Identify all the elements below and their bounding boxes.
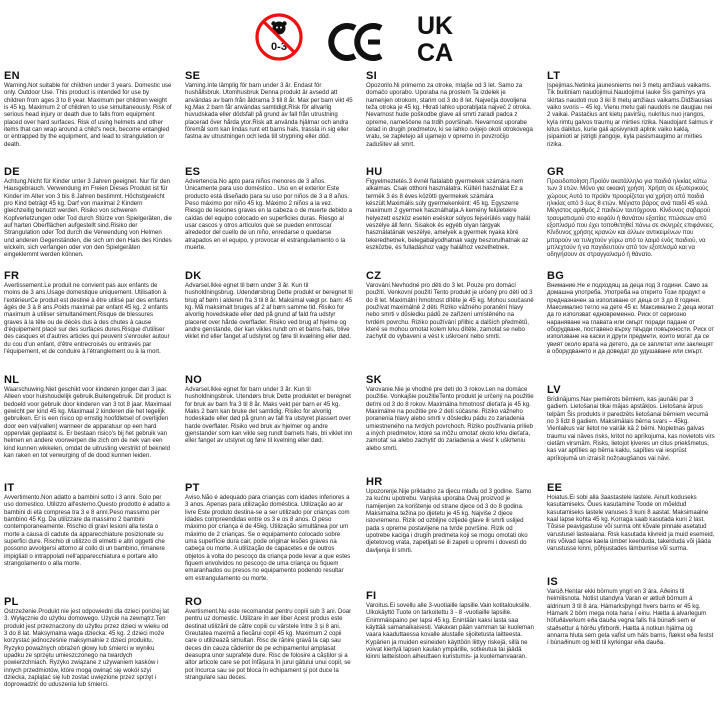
language-code: RO [185,596,203,608]
language-code: EE [547,482,563,494]
warning-text: Ostrzeżenie.Produkt nie jest odpowiedni dla dzieci poniżej lat 3. Wyłącznie do użytku domowego. Użycie na zewnątrz.Ten produkt jest przeznaczony do użytku przez dzieci w wieku od 3 do 8 lat. Maksymalna waga dziecka: 45 kg. 2 dzieci może korzystać jednocześnie maksymalnie z dzieci produktu. Ryzyko poważnych obrażeń głowy lub śmierci w wyniku upadku ze sprzętu umieszczonego na twardych powierzchniach. Ryzyko związane z używaniem kasków i innych przedmiotów, które mogą owinąć się wokół szyi dziecka, zaplątać się lub zostać uwięzione przez sprzęt i doprowadzić do uduszenia lub śmierci. [4,608,169,689]
warning-text: Advarsel.Ikke egnet for barn under 3 år. Kun til husholdningsbruk. Utendørs bruk Dette produktet er beregnet for bruk av barn fra 3 til 8 år. Maks vekt per barn er 45 kg. Maks 2 barn kan bruke det samtidig. Risiko for alvorlig hodeskade eller død på grunn av fall fra utstyret plassert over harde overflater. Risiko ved bruk av hjelmer og andre gjenstander som kan vikle seg rundt barnets hals, bli viklet inn eller fanget av utstyret og føre til kvelning eller død. [185,386,353,445]
warning-block [4,482,172,604]
language-column-4 [547,70,715,716]
language-code: CZ [366,270,382,282]
warning-text: Avertissement.Le produit ne convient pas aux enfants de moins de 3 ans.Usage domestique uniquement. Utilisation à l'extérieurCe produit est destiné à être utilisé par des enfants âgés de 3 à 8 ans.Poids maximal par enfant 45 kg. 2 enfants maximum à utiliser simultanément.Risque de blessures graves à la tête ou de décès dus à des chutes à cause d'équipement placé sur des surfaces dures.Risque d'utiliser des casques et d'autres articles qui peuvent s'enrouler autour du cou d'un enfant, d'être entrecroisés ou entravés par l'équipement, et de conduire à l'étranglement ou à la mort. [4,282,170,356]
language-code: NO [185,374,203,386]
warning-block [547,384,715,492]
warning-text: Varoitus.Ei sovellu alle 3-vuotiaille lapsille.Vain kotitalouksille. Ulkokäyttö Tuote on tarkoitettu 3 - 8 -vuotiaille lapsille. Enimmäispaino per lapsi 45 kg. Enintään kaksi lasta saa käyttää samanaikaisesti. Vakavan pään vamman tai kuoleman vaara kaaduttaessa kovalle alustalle sijoitetusta laitteesta. Kypärien ja muiden esineiden käyttöön liittyy riskejä, sillä ne voivat kiertyä lapsen kaulan ympärille, sotkeutua tai jäädä kiinni laitteistoon aiheuttaen kuristumis- ja kuolemanvaaran. [366,602,534,661]
warning-text: Achtung.Nicht für Kinder unter 3 Jahren geeignet. Nur für den Hausgebrauch. Verwendung im Freien Dieses Produkt ist für Kinder im Alter von 3 bis 8 Jahren bestimmt. Höchstgewicht pro Kind beträgt 45 kg. Darf von maximal 2 Kindern gleichzeitig benutzt werden. Risiko von schweren Kopfverletzungen oder Tod durch Stürze von Spielgeräten, die auf harten Oberflächen aufgestellt sind.Risiko der Strangulation oder Tod durch die Verwendung von Helmen und anderen Gegenständen, die sich um den Hals des Kindes wickeln, sich verfangen oder von den Spielgeräten eingeklemmt werden können. [4,178,172,259]
warning-text: Προειδοποίηση.Προϊόν ακατάλληλο για παιδιά ηλικίας κάτω των 3 ετών. Μόνο για οικιακή χρήση. Χρήση σε εξωτερικούς χώρους Αυτό το προϊόν προορίζεται για χρήση από παιδιά ηλικίας από 3 έως 8 ετών. Μέγιστο βάρος ανά παιδί 45 κιλά. Μέγιστος αριθμός 2 παιδιών ταυτόχρονα. Κίνδυνος σοβαρού τραυματισμού στο κεφάλι ή θανάτου εξαιτίας πτώσεων από εξοπλισμό που έχει τοποθετηθεί πάνω σε σκληρές επιφάνειες. Κίνδυνος χρήσης κρανών και άλλων αντικειμένων που μπορούν να τυλιχτούν γύρω από το λαιμό ενός παιδιού, να μπλεχτούν ή να παγιδευτούν από τον εξοπλισμό και να οδηγήσουν σε στραγγαλισμό ή θάνατο. [547,178,715,259]
language-code: ES [185,166,201,178]
warning-text: Brīdinājums.Nav piemērots bērniem, kas jaunāki par 3 gadiem. Lietošanai tikai mājas apstākļos. Lietošana ārpus telpām Šis produkts ir paredzēts lietošanai bērniem vecumā no 3 līdz 8 gadiem. Maksimālais bērna svars – 45kg. Vienlaikus var lietot ne vairāk kā 2 bērni. Nopietnas galvas traumu vai nāves risks, kritot no aprīkojuma, kas novietots virs cietām virsmām. Risks, lietojot ķiveres un citus priekšmetus, kas var aptīties ap bērna kaklu, sapīties vai iesprūst aprīkojumā un izraisīt nožņaugšanos vai nāvi. [547,396,715,462]
header-marks [0,0,720,72]
language-code: NL [4,374,20,386]
warning-block [185,596,353,718]
language-code: GR [547,166,565,178]
warning-text: Warning.Not suitable for children under 3 years. Domestic use only. Outdoor Use. This product is intended for use by children from ages 3 to 8 year. Maximum per children weight is 45 kg. Maximum 2 of children to use simultaneously. Risk of serious head injury or death due to falls from equipment placed over hard surfaces. Risk of using helmets and other items that can wrap around a child's neck, become entangled or entrapped by the equipment, and lead to strangulation or death. [4,82,172,148]
warning-block [4,374,172,496]
ukca-mark-logo [408,10,462,64]
warning-block [4,596,172,720]
warning-block [185,482,353,604]
warning-block [185,270,353,378]
warning-text: Įspėjimas.Netinka jaunesniems nei 3 metų amžiaus vaikams. Tik buitiniam naudojimui.Naudojimui lauke Šis gaminys yra skirtas naudoti nuo 3 iki 8 metų amžiaus vaikams.Didžiausias vaiko svoris – 45 kg. Vienu metu gali naudotis ne daugiau nei 2 vaikai. Pastačius ant kietų paviršių, nukritus nuo įrangos, kyla rimtų galvos traumų ar mirties rizika. Naudojant šalmus ir kitus daiktus, kurie gali apsivynioti aplink vaiko kaklą, įsipainioti ar įstrigti įrangoje, kyla pasismaugimo ar mirties rizika. [547,82,713,148]
warning-text: Внимание.Не е подходящ за деца под 3 години. Само за домашна употреба. Употреба на открито Този продукт е предназначен за използване от деца от 3 до 8 години. Максимално тегло на дете 45 кг. Максимално 2 деца могат да го използват едновременно. Риск от сериозно нараняване на главата или смърт поради падане от оборудване, поставено върху твърди повърхности. Риск от използване на каски и други предмети, които могат да се увият около врата на детето, да се заплетат или заклещят в оборудването и да доведат до удушаване или смърт. [547,282,715,356]
language-code: SE [185,70,201,82]
warning-block [547,70,715,168]
warning-block [547,270,715,386]
language-column-3 [366,70,534,716]
ce-mark-logo [328,22,386,62]
warning-text: Varovanie.Nie je vhodné pre deti do 3 rokov.Len na domáce použitie. Vonkajšie použitieTento produkt je určený na použitie deťmi od 3 do 8 rokov. Maximálna hmotnosť dieťaťa je 45 kg. Maximálne na použitie pre 2 deti súčasne. Riziko vážneho poranenia hlavy alebo smrti v dôsledku pádu zo zariadenia umiestneného na tvrdých povrchoch. Riziko používania prilieb a iných predmetov, ktoré sa môžu omotať okolo krku dieťaťa, zamotať sa alebo zachytiť do zariadenia a viesť k uškrteniu alebo smrti. [366,386,534,452]
ukca-bottom-text: CA [416,39,454,64]
warning-text: Figyelmeztetés.3 évnél fiatalabb gyermekek számára nem alkalmas. Csak otthoni használatra. Kültéri használat Ez a termék 3 és 8 éves közötti gyermekek számára készült.Maximális súly gyermekenként: 45 kg. Egyszerre maximum 2 gyermek használhatja.A kemény felületekre helyezett eszköz esetén eséskor súlyos fejsérülés vagy halál veszélye áll fenn. Sisakok és egyéb olyan tárgyak használatának veszélye, amelyek a gyermek nyaka köré tekeredhetnek, belegabalyodhatnak vagy beszorulhatnak az eszközbe, és fulladáshoz vagy halálhoz vezethetnek. [366,178,530,252]
warning-block [366,590,534,712]
warning-block [185,374,353,482]
language-code: HU [366,166,383,178]
warning-text: Advertencia.No apto para niños menores de 3 años. Únicamente para uso doméstico.. Uso en el exterior Este producto está diseñado para su uso por niños de 3 a 8 años. Peso máximo por niño 45 kg. Máximo 2 niños a la vez. Riesgo de lesiones graves en la cabeza o de muerte debido a caídas del equipo colocado en superficies duras. Riesgo al usar cascos y otros artículos que se pueden enrroscar alrededor del cuello de un niño, enredarse o quedarse atrapados en el equipo, y provocar el estrangulamiento o la muerte. [185,178,353,252]
warning-text: Upozorenje.Nije prikladno za djecu mlađu od 3 godine. Samo za kućnu upotrebu. Vanjska uporaba Ovaj proizvod je namijenjen za korištenje od strane djece od 3 do 8 godina. Maksimalna težina po djetetu je 45 kg. Najviše 2 djece istovremeno. Rizik od ozbiljne ozljede glave ili smrti uslijed pada s opreme postavljene na tvrde površine. Rizik od upotrebe kaciga i drugih predmeta koji se mogu omotati oko djetetovog vrata, zapetljati se ili zapeti u opremi i dovesti do davljenja ili smrti. [366,488,532,554]
ukca-top-text: UK [416,12,454,40]
language-code: LV [547,384,561,396]
language-code: FR [4,270,20,282]
language-column-1 [4,70,172,716]
warning-block [185,166,353,274]
language-code: SK [366,374,382,386]
language-code: IS [547,576,558,588]
language-code: SI [366,70,377,82]
language-code: EN [4,70,20,82]
age-warning-text: 0-3 [271,41,287,53]
language-code: PL [4,596,19,608]
warning-text: Waarschuwing.Niet geschikt voor kinderen jonger dan 3 jaar. Alleen voor huishoudelijk gebruik.Buitengebruik. Dit product is bedoeld voor gebruik door kinderen van 3 tot 8 jaar. Maximaal gewicht per kind 45 kg. Maximaal 2 kinderen die het tegelijk gebruiken. Er is een risico op ernstig hoofdletsel of overlijden door een val(vallen) wanneer de apparatuur op een hard oppervlak geplaatst is. Er bestaan risico's bij het gebruik van helmen en andere voorwerpen die zich om de nek van een kind kunnen wikkelen, omdat de uitrusting verstrikt of bekneld kan raken en tot verwurging of de dood kunnen leiden. [4,386,172,460]
warning-text: Avvertimento.Non adatto a bambini sotto i 3 anni. Solo per uso domestico. Utilizzo all'esterno.Questo prodotto è adatto a bambini di età compresa tra 3 e 8 anni.Peso massimo per bambino 45 Kg. Da utilizzare da massimo 2 bambini contemporaneamente. Rischio di gravi lesioni alla testa o morte a causa di cadute da apparecchiature posizionate su superfici dure. Rischio di utilizzo di elmetti e altri oggetti che possono avvolgersi attorno al collo di un bambino, rimanere impigliati o intrappolati nell'apparecchiatura e portare allo strangolamento o alla morte. [4,494,170,568]
warning-block [366,166,534,274]
warning-block [547,482,715,590]
warning-block [366,70,534,162]
not-for-under-3-icon [254,12,304,62]
warning-text: Varning.Inte lämplig för barn under 3 år. Endast för hushållsbruk. Utomhusbruk Denna produkt är avsedd att användas av barn från åldrarna 3 till 8 år. Max per barn vikt 45 kg.Max 2 barn får användas samtidigt.Risk för allvarlig huvudskada eller dödsfall på grund av fall från utrustning placerad över hårda ytor.Risk att använda hjälmar och andra föremål som kan lindas runt ett barns hals, trassla in sig eller fastna av utrustningen och leda till strypning eller död. [185,82,353,141]
warning-text: Avertisment.Nu este recomandat pentru copiii sub 3 ani. Doar pentru uz domestic. Utilizare în aer liber Acest produs este destinat utilizării de către copiii cu vârstele între 3 și 8 ani. Greutatea maximă a fiecărui copil 45 kg. Maximum 2 copii care o utilizează simultan. Risc de rănire gravă la cap sau deces din cauza căderilor de pe echipamentul amplasat deasupra unor suprafețe dure. Risc de folosire a căștilor și a altor articole care se pot înfășura în jurul gâtului unui copil, se pot încurca sau se pot bloca în echipament și pot duce la strangulare sau deces. [185,608,352,682]
warning-text: Varování.Nevhodné pro děti do 3 let. Pouze pro domácí použití. Venkovní použití Tento produkt je určený pro děti od 3 do 8 let. Maximální hmotnost dítěte je 45 kg. Mohou současně používat maximálně 2 děti. Riziko vážného poranění hlavy nebo smrti v důsledku pádů ze zařízení umístěného na tvrdém povrchu. Riziko používání přilbic a dalších předmětů, které se mohou omotat kolem krku dítěte, zamotat se nebo zachytit do vybavení a vést k uškrcení nebo smrti. [366,282,534,341]
warning-block [4,70,172,181]
warning-text: Aviso.Não é adequado para crianças com idades inferiores a 3 anos. Apenas para utilização doméstica. Utilização ao ar livre Este produto destina-se a ser utilizado por crianças com idades compreendidas entre os 3 e os 8 anos. O peso máximo por criança é de 45kg. Utilização simultânea por um máximo de 2 crianças. Se o equipamento colocado sobre uma superfície dura cair, pode originar lesões graves na cabeça ou morte. A utilização de capacetes e de outros objetos à volta do pescoço da criança pode levar a que estes fiquem envolvidos no pescoço de uma criança ou fiquem emaranhados ou presos no equipamento podendo resultar em estrangulamento ou morte. [185,494,351,582]
warning-block [366,270,534,378]
warning-block [366,476,534,592]
language-code: BG [547,270,565,282]
warning-block [366,374,534,482]
warning-block [185,70,353,162]
language-code: DK [185,270,202,282]
warning-text: Hoiatus.Ei sobi alla 3aastastele lastele. Ainult koduseks kasutamiseks. Õues kasutamine Toode on mõeldud kasutamiseks lastele vanuses 3 kuni 8 aastat. Maksimaalne kaal lapse kohta 45 kg. Korraga saab kasutada kuni 2 last. Tõsise peavigastuse või surma oht kõvale pinnale asetatud varustusel lasteaiana. Risk kasutada kiivreid ja muid esemeid, mis võivad lapse kaela ümber keerduda, takerduda või jääda varustusse kinni, põhjustades lämbumise või surma. [547,494,715,553]
language-code: PT [185,482,200,494]
warning-block [547,166,715,282]
warning-text: Opozorilo.Ni primerno za otroke, mlajše od 3 let. Samo za domačo uporabo. Uporaba na prostem Ta izdelek je namenjen otrokom, starim od 3 do 8 let. Največja dovoljena teža otroka je 45 kg. Hkrati lahko uporabljata največ 2 otroka. Nevarnost hude poškodbe glave ali smrti zaradi padca z opreme, nameščene na trdih površinah. Nevarnost uporabe čelad in drugih predmetov, ki se lahko ovijejo okoli otrokovega vratu, se zapletejo ali ujamejo v opremo in povzročijo zadušitev ali smrt. [366,82,533,148]
language-column-2 [185,70,353,716]
warning-text: Varúð.Hentar ekki börnum yngri en 3 ára. Aðeins til heimilisnota. Notist utandyra Varan er ætluð börnum á aldrinum 3 til 8 ára. Hámarksþyngd hvers barns er 45 kg. Hámark 2 börn mega nota hana í einu. Hætta á alvarlegum höfuðáverkum eða dauða vegna falls frá búnaði sem er staðsettur á hörðu yfirborði. Hætta á notkun hjálma og annarra hluta sem geta vafist um háls barns, flækst eða festst í búnaðinum og leitt til kyrkingar eða dauða. [547,588,714,647]
language-code: IT [4,482,15,494]
warning-block [547,576,715,684]
language-code: HR [366,476,383,488]
language-code: DE [4,166,20,178]
language-code: FI [366,590,377,602]
warning-text: Advarsel.Ikke egnet til børn under 3 år. Kun til husholdningsbrug. Udendørsbrug Dette produkt er beregnet til brug af børn i alderen fra 3 til 8 år. Maksimal vægt pr. barn: 45 kg. Må maksimalt bruges af 2 af børn samme tid. Risiko for alvorlig hovedskade eller død på grund af fald fra udstyr placeret over hårde overflader. Risiko ved brug af hjelme og andre genstande, der kan vikles rundt om et barns hals, blive viklet ind eller fanget af udstyret og føre til kvælning eller død. [185,282,353,341]
language-code: LT [547,70,561,82]
